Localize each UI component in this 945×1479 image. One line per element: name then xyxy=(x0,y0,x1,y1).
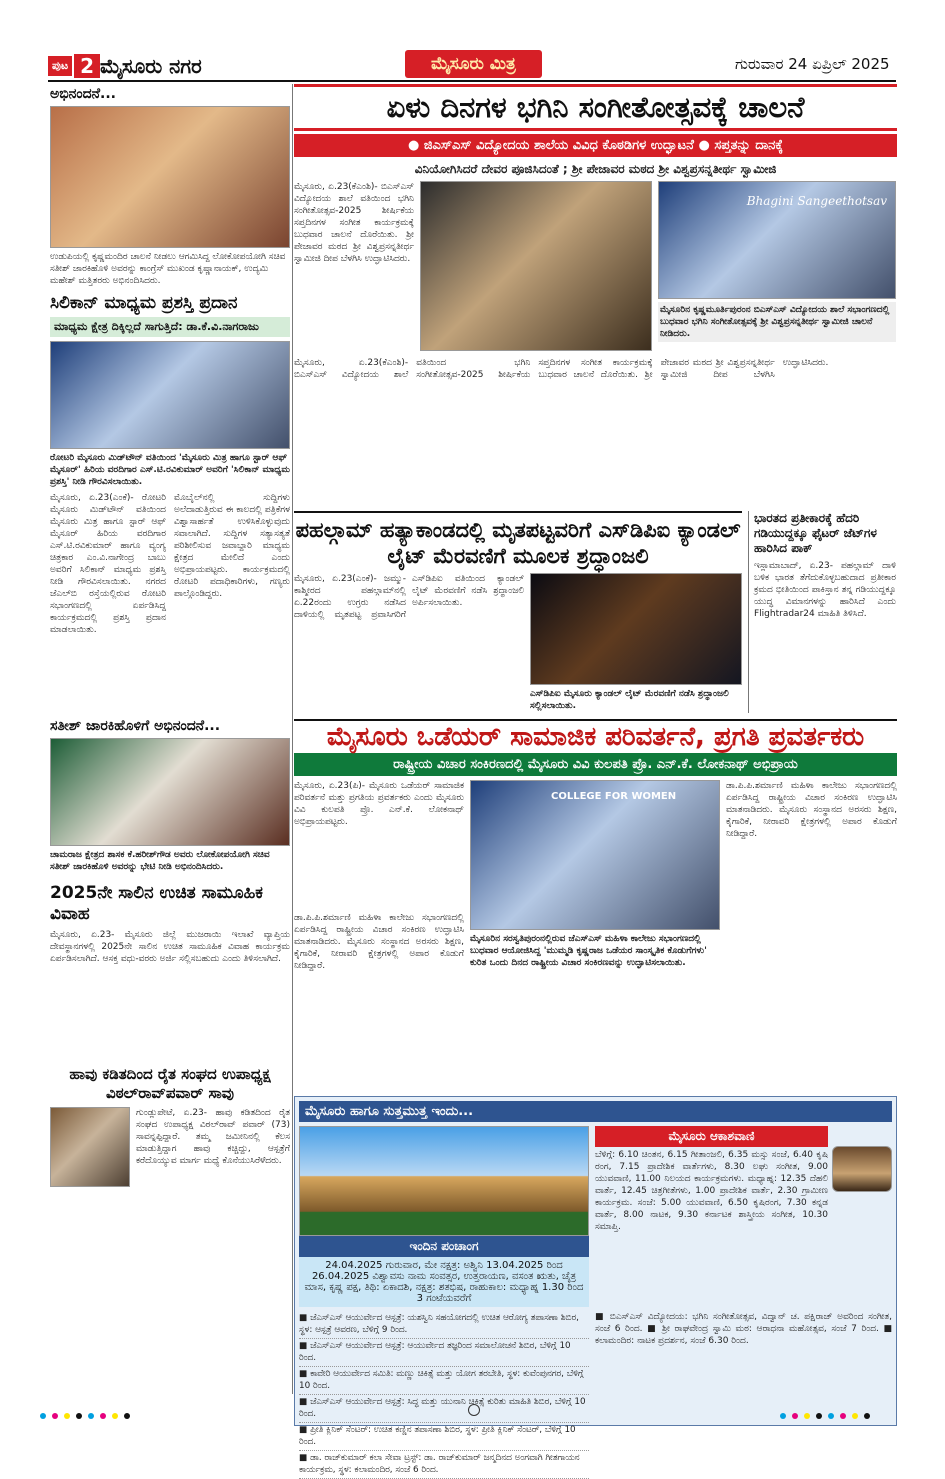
panchanga-text: 24.04.2025 ಗುರುವಾರ, ಮೇ ನಕ್ಷತ್ರ: ಅಶ್ವಿನಿ 13.04.2025 ರಿಂದ 26.04.2025 ವಿಶ್ವಾವಸು ನಾಮ ಸಂವತ್ಸರ, ಉತ್ತರಾಯಣ, ವಸಂತ ಋತು, ಚೈತ್ರ ಮಾಸ, ಕೃಷ್ಣ ಪಕ್ಷ, ತಿಥಿ: ಏಕಾದಶಿ, ನಕ್ಷತ್ರ: ಶತಭಿಷ, ರಾಹುಕಾಲ: ಮಧ್ಯಾಹ್ನ 1.30 ರಿಂದ 3 ಗಂಟೆಯವರೆಗೆ xyxy=(299,1257,589,1307)
event-list xyxy=(299,1311,589,1475)
caption-seminar: ಮೈಸೂರಿನ ಸರಸ್ವತಿಪುರಂನಲ್ಲಿರುವ ಜೆಎಸ್‌ಎಸ್ ಮಹಿಳಾ ಕಾಲೇಜು ಸಭಾಂಗಣದಲ್ಲಿ ಬುಧವಾರ ಆಯೋಜಿಸಿದ್ದ 'ಮುಮ್ಮಡಿ ಕೃಷ್ಣರಾಜ ಒಡೆಯರ ಸಾಂಸ್ಕೃತಿಕ ಕೊಡುಗೆಗಳು' ಕುರಿತ ಒಂದು ದಿನದ ರಾಷ್ಟ್ರೀಯ ವಿಚಾರ ಸಂಕಿರಣವನ್ನು ಉದ್ಘಾಟಿಸಲಾಯಿತು. xyxy=(470,934,707,968)
panchanga-title: ಇಂದಿನ ಪಂಚಾಂಗ xyxy=(299,1236,589,1257)
page-number: 2 xyxy=(74,54,100,78)
photo-award-ceremony xyxy=(50,341,290,449)
masthead-rule xyxy=(48,80,896,82)
photo-seminar xyxy=(470,780,720,930)
list-item: ■ ಜೆಎಸ್‌ಎಸ್ ಆಯುರ್ವೇದ ಆಸ್ಪತ್ರೆ: ಆಯುರ್ವೇದ ತಜ್ಞರಿಂದ ಸಮಾಲೋಚನೆ ಶಿಬಿರ, ಬೆಳಿಗ್ಗೆ 10 ರಿಂದ. xyxy=(299,1339,589,1367)
article-wodeyar-more: ಡಾ.ಪಿ.ಪಿ.ಶರ್ಮಾಣಿ ಮಹಿಳಾ ಕಾಲೇಜು ಸಭಾಂಗಣದಲ್ಲಿ ಏರ್ಪಡಿಸಿದ್ದ ರಾಷ್ಟ್ರೀಯ ವಿಚಾರ ಸಂಕಿರಣ ಉದ್ಘಾಟಿಸಿ ಮಾತನಾಡಿದರು. ಮೈಸೂರು ಸಂಸ್ಥಾನದ ಅರಸರು ಶಿಕ್ಷಣ, ಕೈಗಾರಿಕೆ, ನೀರಾವರಿ ಕ್ಷೇತ್ರಗಳಲ್ಲಿ ಅಪಾರ ಕೊಡುಗೆ ನೀಡಿದ್ದಾರೆ. xyxy=(294,913,464,971)
photo-inauguration xyxy=(420,181,652,351)
article-pahalgam: ಮೈಸೂರು, ಏ.23(ಎಂಕೆ)- ಜಮ್ಮು-ಕಾಶ್ಮೀರದ ಪಹಲ್ಗಾಮ್‌ನಲ್ಲಿ ಏ.22ರಂದು ಉಗ್ರರು ನಡೆಸಿದ ದಾಳಿಯಲ್ಲಿ ಮೃತಪಟ್ಟ ಪ್ರವಾಸಿಗರಿಗೆ ಎಸ್‌ಡಿಪಿಐ ವತಿಯಿಂದ ಕ್ಯಾಂಡಲ್ ಲೈಟ್ ಮೆರವಣಿಗೆ ನಡೆಸಿ ಶ್ರದ್ಧಾಂಜಲಿ ಅರ್ಪಿಸಲಾಯಿತು. xyxy=(294,574,524,620)
headline-wodeyar: ಮೈಸೂರು ಒಡೆಯರ್ ಸಾಮಾಜಿಕ ಪರಿವರ್ತನೆ, ಪ್ರಗತಿ ಪ್ರವರ್ತಕರು xyxy=(294,719,897,753)
lead-article-text: ಮೈಸೂರು, ಏ.23(ಕೆಎಂಶಿ)- ಬಿಎಸ್‌ಎಸ್ ವಿದ್ಯೋದಯ ಶಾಲೆ ವತಿಯಿಂದ ಭಗಿನಿ ಸಂಗೀತೋತ್ಸವ-2025 ಶೀರ್ಷಿಕೆಯ ಸಪ್ತದಿನಗಳ ಸಂಗೀತ ಕಾರ್ಯಕ್ರಮಕ್ಕೆ ಬುಧವಾರ ಚಾಲನೆ ದೊರೆಯಿತು. ಶ್ರೀ ಪೇಜಾವರ ಮಠದ ಶ್ರೀ ವಿಶ್ವಪ್ರಸನ್ನತೀರ್ಥ ಸ್ವಾಮೀಜಿ ದೀಪ ಬೆಳಗಿಸಿ ಉದ್ಘಾಟಿಸಿದರು. xyxy=(294,182,414,264)
article-silicon-award xyxy=(50,492,290,710)
photo-music-concert xyxy=(658,181,896,299)
kicker-congrats: ಅಭಿನಂದನೆ... xyxy=(50,86,116,102)
headline-mass-wedding: 2025ನೇ ಸಾಲಿನ ಉಚಿತ ಸಾಮೂಹಿಕ ವಿವಾಹ xyxy=(50,883,263,924)
caption-felicitation: ಉಡುಪಿಯಲ್ಲಿ ಕೃಷ್ಣಮಂದಿರ ಚಾಲನೆ ನೀಡಲು ಆಗಮಿಸಿದ್ದ ಲೋಕೋಪಯೋಗಿ ಸಚಿವ ಸತೀಶ್ ಜಾರಕಿಹೊಳಿ ಅವರನ್ನು ಕಾಂಗ್ರೆಸ್ ಮುಖಂಡ ಕೃಷ್ಣಾನಾಯಕ್, ಉದ್ಯಮಿ ಮಹೇಶ್ ಮತ್ತಿತರರು ಅಭಿನಂದಿಸಿದರು. xyxy=(50,252,286,286)
subhead-silicon-award: ಮಾಧ್ಯಮ ಕ್ಷೇತ್ರ ದಿಕ್ಕಿಲ್ಲದೆ ಸಾಗುತ್ತಿದೆ: ಡಾ.ಕೆ.ವಿ.ನಾಗರಾಜು xyxy=(50,317,290,337)
column-divider xyxy=(292,84,293,1394)
lead-article-continued: ಮೈಸೂರು, ಏ.23(ಕೆಎಂಶಿ)- ಬಿಎಸ್‌ಎಸ್ ವಿದ್ಯೋದಯ ಶಾಲೆ ವತಿಯಿಂದ ಭಗಿನಿ ಸಂಗೀತೋತ್ಸವ-2025 ಶೀರ್ಷಿಕೆಯ ಸಪ್ತದಿನಗಳ ಸಂಗೀತ ಕಾರ್ಯಕ್ರಮಕ್ಕೆ ಬುಧವಾರ ಚಾಲನೆ ದೊರೆಯಿತು. ಶ್ರೀ ಪೇಜಾವರ ಮಠದ ಶ್ರೀ ವಿಶ್ವಪ್ರಸನ್ನತೀರ್ಥ ಸ್ವಾಮೀಜಿ ದೀಪ ಬೆಳಗಿಸಿ ಉದ್ಘಾಟಿಸಿದರು. xyxy=(294,358,829,380)
section-title: ಮೈಸೂರು ನಗರ xyxy=(100,54,202,78)
photo-mysore-palace xyxy=(299,1126,589,1236)
seminar-banner-text: COLLEGE FOR WOMEN xyxy=(551,791,677,802)
article-snakebite: ಗುಂಡ್ಲುಪೇಟೆ, ಏ.23- ಹಾವು ಕಡಿತದಿಂದ ರೈತ ಸಂಘದ ಉಪಾಧ್ಯಕ್ಷ ವಿಠಲ್‌ರಾವ್ ಪವಾರ್ (73) ಸಾವನ್ನಪ್ಪಿದ್ದಾರೆ. ತಮ್ಮ ಜಮೀನಿನಲ್ಲಿ ಕೆಲಸ ಮಾಡುತ್ತಿದ್ದಾಗ ಹಾವು ಕಚ್ಚಿದ್ದು, ಆಸ್ಪತ್ರೆಗೆ ಕರೆದೊಯ್ಯುವ ಮಾರ್ಗ ಮಧ್ಯೆ ಕೊನೆಯುಸಿರೆಳೆದರು. xyxy=(136,1108,290,1166)
radio-icon xyxy=(832,1146,892,1192)
lead-subhead: ವಿನಿಯೋಗಿಸಿದರೆ ದೇವರ ಪೂಜಿಸಿದಂತೆ ; ಶ್ರೀ ಪೇಜಾವರ ಮಠದ ಶ್ರೀ ವಿಶ್ವಪ್ರಸನ್ನತೀರ್ಥ ಸ್ವಾಮೀಜಿ xyxy=(414,162,777,176)
page-label: ಪುಟ xyxy=(48,56,72,76)
article-wodeyar: ಮೈಸೂರು, ಏ.23(ಪಿ)- ಮೈಸೂರು ಒಡೆಯರ್ ಸಾಮಾಜಿಕ ಪರಿವರ್ತನೆ ಮತ್ತು ಪ್ರಗತಿಯ ಪ್ರವರ್ತಕರು ಎಂದು ಮೈಸೂರು ವಿವಿ ಕುಲಪತಿ ಪ್ರೊ. ಎನ್.ಕೆ. ಲೋಕನಾಥ್ ಅಭಿಪ್ರಾಯಪಟ್ಟರು. xyxy=(294,781,464,827)
page-number-block xyxy=(48,54,100,78)
akashavani-schedule: ಬೆಳಿಗ್ಗೆ: 6.10 ಚಿಂತನ, 6.15 ಗೀತಾಂಜಲಿ, 6.35 ಮಸ್ಸು ಸಂಜೆ, 6.40 ಕೃಷಿ ರಂಗ, 7.15 ಪ್ರಾದೇಶಿಕ ವಾರ್ತೆಗಳು, 8.30 ಲಘು ಸಂಗೀತ, 9.00 ಯುವವಾಣಿ, 11.00 ನಿಲಯದ ಕಾರ್ಯಕ್ರಮಗಳು. ಮಧ್ಯಾಹ್ನ: 12.35 ದೆಹಲಿ ವಾರ್ತೆ, 12.45 ಚಿತ್ರಗೀತೆಗಳು, 1.00 ಪ್ರಾದೇಶಿಕ ವಾರ್ತೆ, 2.30 ಗ್ರಾಮೀಣ ಕಾರ್ಯಕ್ರಮ. ಸಂಜೆ: 5.00 ಯುವವಾಣಿ, 6.50 ಕೃಷಿರಂಗ, 7.30 ಕನ್ನಡ ವಾರ್ತೆ, 8.00 ನಾಟಕ, 9.30 ಕರ್ನಾಟಕ ಶಾಸ್ತ್ರೀಯ ಸಂಗೀತ, 10.30 ಸಮಾಪ್ತಿ. xyxy=(595,1150,828,1232)
list-item: ■ ಡಾ. ರಾಜ್‌ಕುಮಾರ್ ಕಲಾ ಸೇವಾ ಟ್ರಸ್ಟ್: ಡಾ. ರಾಜ್‌ಕುಮಾರ್ ಜನ್ಮದಿನದ ಅಂಗವಾಗಿ ಗೀತಗಾಯನ ಕಾರ್ಯಕ್ರಮ, ಸ್ಥಳ: ಕಲಾಮಂದಿರ, ಸಂಜೆ 6 ರಿಂದ. xyxy=(299,1451,589,1479)
main-area xyxy=(294,84,897,1475)
kicker-satish: ಸತೀಶ್ ಜಾರಕಿಹೊಳಿಗೆ ಅಭಿನಂದನೆ... xyxy=(50,718,221,734)
caption-concert: ಮೈಸೂರಿನ ಕೃಷ್ಣಮೂರ್ತಿಪುರಂನ ಬಿಎಸ್‌ಎಸ್ ವಿದ್ಯೋದಯ ಶಾಲೆ ಸಭಾಂಗಣದಲ್ಲಿ ಬುಧವಾರ ಭಗಿನಿ ಸಂಗೀತೋತ್ಸವಕ್ಕೆ ಶ್ರೀ ವಿಶ್ವಪ್ರಸನ್ನತೀರ್ಥ ಸ್ವಾಮೀಜಿ ಚಾಲನೆ ನೀಡಿದರು. xyxy=(658,302,896,342)
list-item: ■ ಕಾವೇರಿ ಆಯುರ್ವೇದ ಸಮಿತಿ: ಮಣ್ಣು ಚಿಕಿತ್ಸೆ ಮತ್ತು ಯೋಗ ತರಬೇತಿ, ಸ್ಥಳ: ಕುವೆಂಪುನಗರ, ಬೆಳಿಗ್ಗೆ 10 ರಿಂದ. xyxy=(299,1367,589,1395)
list-item: ■ ಜೆಎಸ್‌ಎಸ್ ಆಯುರ್ವೇದ ಆಸ್ಪತ್ರೆ: ಯಶಸ್ವಿನಿ ಸಹಯೋಗದಲ್ಲಿ ಉಚಿತ ಆರೋಗ್ಯ ತಪಾಸಣಾ ಶಿಬಿರ, ಸ್ಥಳ: ಆಸ್ಪತ್ರೆ ಆವರಣ, ಬೆಳಿಗ್ಗೆ 9 ರಿಂದ. xyxy=(299,1311,589,1339)
headline-snakebite: ಹಾವು ಕಡಿತದಿಂದ ರೈತ ಸಂಘದ ಉಪಾಧ್ಯಕ್ಷ ವಿಠಲ್‌ರಾವ್‌ಪವಾರ್ ಸಾವು xyxy=(69,1065,271,1102)
headline-pahalgam: ಪಹಲ್ಗಾಮ್ ಹತ್ಯಾಕಾಂಡದಲ್ಲಿ ಮೃತಪಟ್ಟವರಿಗೆ ಎಸ್‌ಡಿಪಿಐ ಕ್ಯಾಂಡಲ್ ಲೈಟ್ ಮೆರವಣಿಗೆ ಮೂಲಕ ಶ್ರದ್ಧಾಂಜಲಿ xyxy=(294,511,742,569)
today-box xyxy=(294,1096,897,1475)
left-column xyxy=(50,84,290,1247)
lead-headline: ಏಳು ದಿನಗಳ ಭಗಿನಿ ಸಂಗೀತೋತ್ಸವಕ್ಕೆ ಚಾಲನೆ xyxy=(294,84,897,131)
dateline: ಗುರುವಾರ 24 ಏಪ್ರಿಲ್ 2025 xyxy=(735,55,890,73)
headline-silicon-award: ಸಿಲಿಕಾನ್ ಮಾಧ್ಯಮ ಪ್ರಶಸ್ತಿ ಪ್ರದಾನ xyxy=(50,293,238,313)
article-text: ಮೈಸೂರು, ಏ.23(ಎಂಕೆ)- ರೋಟರಿ ಮೈಸೂರು ಮಿಡ್‌ಟೌನ್ ವತಿಯಿಂದ ಮೈಸೂರು ಮಿತ್ರ ಹಾಗೂ ಸ್ಟಾರ್ ಆಫ್ ಮೈಸೂರ್ ಹಿರಿಯ ವರದಿಗಾರ ಎಸ್.ಟಿ.ರವಿಕುಮಾರ್ ಹಾಗೂ ವ್ಯಂಗ್ಯ ಚಿತ್ರಕಾರ ಎಂ.ವಿ.ನಾಗೇಂದ್ರ ಬಾಬು ಅವರಿಗೆ ಸಿಲಿಕಾನ್ ಮಾಧ್ಯಮ ಪ್ರಶಸ್ತಿ ನೀಡಿ ಗೌರವಿಸಲಾಯಿತು. ನಗರದ ಜೆಎಲ್‌ಬಿ ರಸ್ತೆಯಲ್ಲಿರುವ ರೋಟರಿ ಸಭಾಂಗಣದಲ್ಲಿ ಏರ್ಪಡಿಸಿದ್ದ ಕಾರ್ಯಕ್ರಮದಲ್ಲಿ ಪ್ರಶಸ್ತಿ ಪ್ರದಾನ ಮಾಡಲಾಯಿತು. xyxy=(50,493,166,635)
list-item: ■ ಪ್ರೀತಿ ಕ್ಲಿನಿಕ್ ಸೆಂಟರ್: ಉಚಿತ ಕಣ್ಣಿನ ತಪಾಸಣಾ ಶಿಬಿರ, ಸ್ಥಳ: ಪ್ರೀತಿ ಕ್ಲಿನಿಕ್ ಸೆಂಟರ್, ಬೆಳಿಗ್ಗೆ 10 ರಿಂದ. xyxy=(299,1423,589,1451)
concert-banner-text: Bhagini Sangeethotsav xyxy=(746,194,887,208)
caption-candle-march: ಎಸ್‌ಡಿಪಿಐ ಮೈಸೂರು ಕ್ಯಾಂಡಲ್ ಲೈಟ್ ಮೆರವಣಿಗೆ ನಡೆಸಿ ಶ್ರದ್ಧಾಂಜಲಿ ಸಲ್ಲಿಸಲಾಯಿತು. xyxy=(530,689,729,711)
photo-felicitation xyxy=(50,106,290,248)
band-wodeyar: ರಾಷ್ಟ್ರೀಯ ವಿಚಾರ ಸಂಕಿರಣದಲ್ಲಿ ಮೈಸೂರು ವಿವಿ ಕುಲಪತಿ ಪ್ರೊ. ಎನ್.ಕೆ. ಲೋಕನಾಥ್ ಅಭಿಪ್ರಾಯ xyxy=(294,753,897,776)
caption-satish-congrats: ಚಾಮರಾಜ ಕ್ಷೇತ್ರದ ಶಾಸಕ ಕೆ.ಹರೀಶ್‌ಗೌಡ ಅವರು ಲೋಕೋಪಯೋಗಿ ಸಚಿವ ಸತೀಶ್ ಜಾರಕಿಹೊಳಿ ಅವರನ್ನು ಭೇಟಿ ನೀಡಿ ಅಭಿನಂದಿಸಿದರು. xyxy=(50,850,270,872)
article-mass-wedding: ಮೈಸೂರು, ಏ.23- ಮೈಸೂರು ಜಿಲ್ಲೆ ಮುಜರಾಯಿ ಇಲಾಖೆ ವ್ಯಾಪ್ತಿಯ ದೇವಸ್ಥಾನಗಳಲ್ಲಿ 2025ನೇ ಸಾಲಿನ ಉಚಿತ ಸಾಮೂಹಿಕ ವಿವಾಹ ಕಾರ್ಯಕ್ರಮ ಏರ್ಪಡಿಸಲಾಗಿದೆ. ಆಸಕ್ತ ವಧು-ವರರು ಅರ್ಜಿ ಸಲ್ಲಿಸಬಹುದು ಎಂದು ತಿಳಿಸಲಾಗಿದೆ. xyxy=(50,930,290,964)
article-text: ಮೊಬೈಲ್‌ನಲ್ಲಿ ಸುದ್ದಿಗಳು ಅಲೆದಾಡುತ್ತಿರುವ ಈ ಕಾಲದಲ್ಲಿ ಪತ್ರಿಕೆಗಳ ವಿಶ್ವಾಸಾರ್ಹತೆ ಉಳಿಸಿಕೊಳ್ಳುವುದು ಸವಾಲಾಗಿದೆ. ಸುದ್ದಿಗಳ ಸತ್ಯಾಸತ್ಯತೆ ಪರಿಶೀಲಿಸುವ ಜವಾಬ್ದಾರಿ ಮಾಧ್ಯಮ ಕ್ಷೇತ್ರದ ಮೇಲಿದೆ ಎಂದು ಅಭಿಪ್ರಾಯಪಟ್ಟರು. ಕಾರ್ಯಕ್ರಮದಲ್ಲಿ ರೋಟರಿ ಪದಾಧಿಕಾರಿಗಳು, ಗಣ್ಯರು ಪಾಲ್ಗೊಂಡಿದ್ದರು. xyxy=(174,493,290,599)
photo-vittal-rao xyxy=(50,1107,130,1187)
lead-bar: ● ಜಿಎಸ್‌ಎಸ್ ವಿದ್ಯೋದಯ ಶಾಲೆಯ ವಿವಿಧ ಕೊಠಡಿಗಳ ಉದ್ಘಾಟನೆ ● ಸಪ್ತತನ್ನು ದಾನಕ್ಕೆ xyxy=(294,134,897,157)
print-marks-left xyxy=(40,1404,136,1412)
more-events: ■ ಬಿಎಸ್‌ಎಸ್ ವಿದ್ಯೋದಯ: ಭಗಿನಿ ಸಂಗೀತೋತ್ಸವ, ವಿದ್ವಾನ್ ಚ. ಪಕ್ಷಿರಾಜ್ ಅವರಿಂದ ಸಂಗೀತ, ಸಂಜೆ 6 ರಿಂದ. ■ ಶ್ರೀ ರಾಘವೇಂದ್ರ ಸ್ವಾಮಿ ಮಠ: ಆರಾಧನಾ ಮಹೋತ್ಸವ, ಸಂಜೆ 7 ರಿಂದ. ■ ಕಲಾಮಂದಿರ: ನಾಟಕ ಪ್ರದರ್ಶನ, ಸಂಜೆ 6.30 ರಿಂದ. xyxy=(595,1312,892,1346)
photo-candle-march xyxy=(530,573,742,685)
photo-satish-congrats xyxy=(50,738,290,846)
registration-mark xyxy=(468,1404,480,1416)
akashavani-title: ಮೈಸೂರು ಆಕಾಶವಾಣಿ xyxy=(595,1126,828,1147)
article-pak-jets: ಇಸ್ಲಾಮಾಬಾದ್, ಏ.23- ಪಹಲ್ಗಾಮ್ ದಾಳಿ ಬಳಿಕ ಭಾರತ ತೆಗೆದುಕೊಳ್ಳಬಹುದಾದ ಪ್ರತೀಕಾರ ಕ್ರಮದ ಭೀತಿಯಿಂದ ಪಾಕಿಸ್ತಾನ ತನ್ನ ಗಡಿಯುದ್ದಕ್ಕೂ ಯುದ್ಧ ವಿಮಾನಗಳನ್ನು ಹಾರಿಸಿದೆ ಎಂದು Flightradar24 ಮಾಹಿತಿ ತಿಳಿಸಿದೆ. xyxy=(754,561,896,619)
article-wodeyar-right: ಡಾ.ಪಿ.ಪಿ.ಶರ್ಮಾಣಿ ಮಹಿಳಾ ಕಾಲೇಜು ಸಭಾಂಗಣದಲ್ಲಿ ಏರ್ಪಡಿಸಿದ್ದ ರಾಷ್ಟ್ರೀಯ ವಿಚಾರ ಸಂಕಿರಣ ಉದ್ಘಾಟಿಸಿ ಮಾತನಾಡಿದರು. ಮೈಸೂರು ಸಂಸ್ಥಾನದ ಅರಸರು ಶಿಕ್ಷಣ, ಕೈಗಾರಿಕೆ, ನೀರಾವರಿ ಕ್ಷೇತ್ರಗಳಲ್ಲಿ ಅಪಾರ ಕೊಡುಗೆ ನೀಡಿದ್ದಾರೆ. xyxy=(726,781,897,839)
newspaper-brand: ಮೈಸೂರು ಮಿತ್ರ xyxy=(405,50,542,78)
today-title: ಮೈಸೂರು ಹಾಗೂ ಸುತ್ತಮುತ್ತ ಇಂದು... xyxy=(299,1101,892,1122)
caption-award-ceremony: ರೋಟರಿ ಮೈಸೂರು ಮಿಡ್‌ಟೌನ್ ವತಿಯಿಂದ 'ಮೈಸೂರು ಮಿತ್ರ ಹಾಗೂ ಸ್ಟಾರ್ ಆಫ್ ಮೈಸೂರ್' ಹಿರಿಯ ವರದಿಗಾರ ಎಸ್.ಟಿ.ರವಿಕುಮಾರ್ ಅವರಿಗೆ 'ಸಿಲಿಕಾನ್ ಮಾಧ್ಯಮ ಪ್ರಶಸ್ತಿ' ನೀಡಿ ಗೌರವಿಸಲಾಯಿತು. xyxy=(50,453,290,487)
print-marks-right xyxy=(780,1404,876,1412)
headline-pak-jets: ಭಾರತದ ಪ್ರತೀಕಾರಕ್ಕೆ ಹೆದರಿ ಗಡಿಯುದ್ದಕ್ಕೂ ಫೈಟರ್ ಜೆಟ್‌ಗಳ ಹಾರಿಸಿದ ಪಾಕ್ xyxy=(754,511,877,555)
list-item: ■ ಜೆಎಸ್‌ಎಸ್ ಆಯುರ್ವೇದ ಆಸ್ಪತ್ರೆ: ಸಿದ್ಧ ಮತ್ತು ಯುನಾನಿ ಚಿಕಿತ್ಸೆ ಕುರಿತು ಮಾಹಿತಿ ಶಿಬಿರ, ಬೆಳಿಗ್ಗೆ 10 ರಿಂದ. xyxy=(299,1395,589,1423)
